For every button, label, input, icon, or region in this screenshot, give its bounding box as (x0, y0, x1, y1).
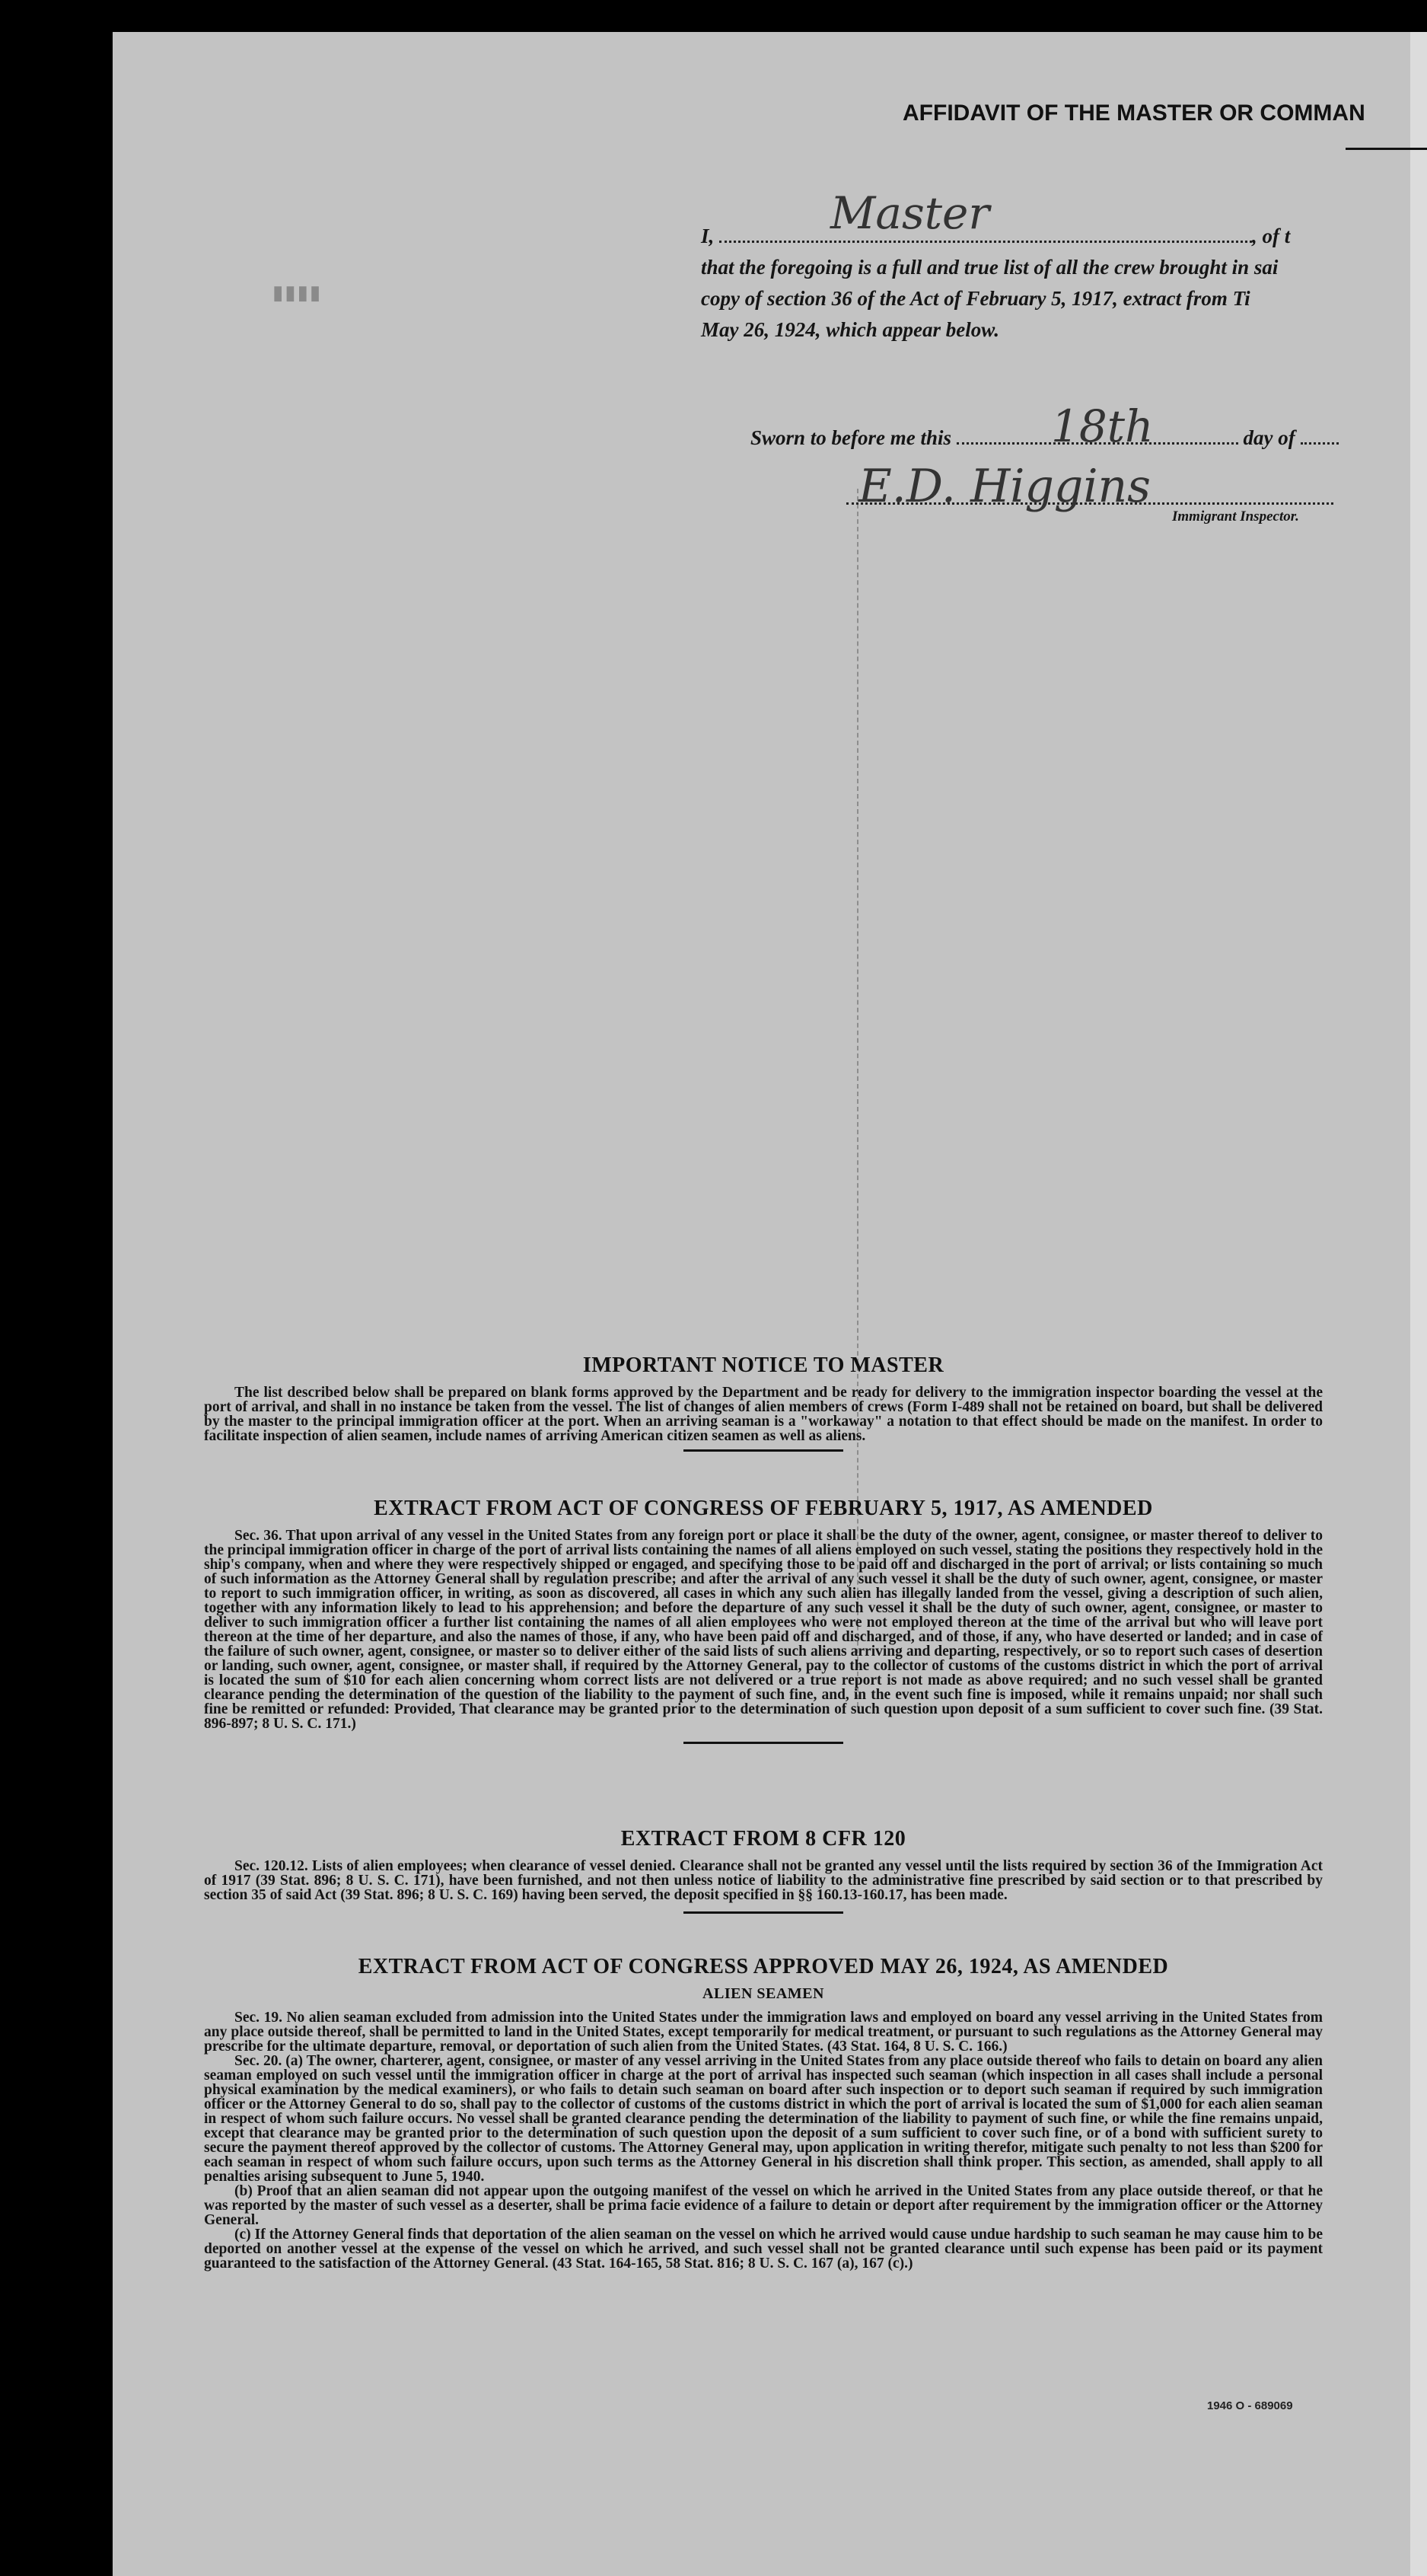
extract-1917-divider (683, 1742, 843, 1744)
extract-1917 (204, 1497, 1323, 1744)
handwritten-master: Master (830, 187, 990, 239)
print-number: 1946 O - 689069 (1207, 2399, 1293, 2412)
affidavit-line-4: May 26, 1924, which appear below. (701, 318, 1000, 341)
extract-cfr-divider (683, 1911, 843, 1914)
extract-cfr-title: EXTRACT FROM 8 CFR 120 (620, 1827, 906, 1851)
extract-cfr-body: Sec. 120.12. Lists of alien employees; when clearance of vessel denied. Clearance shall not be granted any vessel until the lists required by section 36 of the Immigration Act of 1917 (39 Stat. 896; 8 U. S. C. 171), have been furnished, and not then unless notice of liability to the administrative fine prescribed by said section or to that prescribed by section 35 of said Act (39 Stat. 896; 8 U. S. C. 169) having been served, the deposit specified in §§ 160.13-160.17, has been made. (204, 1858, 1323, 1903)
section-20b: (b) Proof that an alien seaman did not appear upon the outgoing manifest of the vessel on which he arrived in the United States from any place outside thereof, or that he was reported by the master of such vessel as a deserter, shall be prima facie evidence of a failure to detain or deport after requirement by the immigration officer or the Attorney General. (204, 2183, 1323, 2228)
affidavit-line1-suffix: , of t (1252, 225, 1291, 247)
handwritten-day: 18th (1051, 400, 1154, 452)
sworn-prefix: Sworn to before me this (750, 426, 952, 449)
master-blank (719, 241, 1252, 243)
extract-cfr (204, 1827, 1323, 1914)
faded-stamp-mark: ▮▮▮▮ (272, 282, 323, 304)
affidavit-line-3: copy of section 36 of the Act of February 5, 1917, extract from Ti (701, 287, 1250, 310)
sworn-day-of: day of (1243, 426, 1295, 449)
affidavit-line-2: that the foregoing is a full and true list of all the crew brought in sai (701, 256, 1279, 279)
notice-title: IMPORTANT NOTICE TO MASTER (582, 1353, 944, 1377)
sworn-month-blank (1301, 442, 1339, 445)
paper-edge (1410, 32, 1427, 2576)
important-notice (204, 1353, 1323, 1452)
affidavit-prefix: I, (701, 225, 715, 247)
inspector-signature: E.D. Higgins (858, 460, 1151, 513)
sworn-line (750, 400, 1427, 452)
extract-1924 (204, 1955, 1323, 2271)
extract-1917-body: Sec. 36. That upon arrival of any vessel in the United States from any foreign port or place it shall be the duty of the owner, agent, consignee, or master thereof to deliver to the principal immigration officer in charge of the port of arrival lists containing the names of all aliens employed on such vessel, stating the positions they respectively hold in the ship's company, when and where they were respectively shipped or engaged, and specifying those to be paid off and discharged in the port of arrival; or lists containing so much of such information as the Attorney General shall by regulation prescribe; and after the arrival of any such vessel it shall be the duty of such owner, agent, consignee, or master to report to such immigration officer, in writing, as soon as discovered, all cases in which any such alien has illegally landed from the vessel, giving a description of such alien, together with any information likely to lead to his apprehension; and before the departure of any such vessel it shall be the duty of such owner, agent, consignee, or master to deliver to such immigration officer a further list containing the names of all alien employees who were not employed thereon at the time of the arrival but who will leave port thereon at the time of her departure, and also the names of those, if any, who have been paid off and discharged, and of those, if any, who have deserted or landed; and in case of the failure of such owner, agent, consignee, or master so to deliver either of the said lists of such aliens arriving and departing, respectively, or so to report such cases of desertion or landing, such owner, agent, consignee, or master shall, if required by the Attorney General, pay to the collector of customs of the customs district in which the port of arrival is located the sum of $10 for each alien concerning whom correct lists are not delivered or a true report is not made as above required; and no such vessel shall be granted clearance pending the determination of the question of the liability to the payment of such fine, and, in the event such fine is imposed, while it remains unpaid; nor shall such fine be remitted or refunded: Provided, That clearance may be granted prior to the determination of such question upon deposit of a sum sufficient to cover such fine. (39 Stat. 896-897; 8 U. S. C. 171.) (204, 1528, 1323, 1732)
notice-body: The list described below shall be prepared on blank forms approved by the Department and be ready for delivery to the immigration inspector boarding the vessel at the port of arrival, and shall in no instance be taken from the vessel. The list of changes of alien members of crews (Form I-489 shall not be retained on board, but shall be delivered by the master to the principal immigration officer at the port. When an arriving seaman is a "workaway" a notation to that effect should be made on the manifest. In order to facilitate inspection of alien seamen, include names of arriving American citizen seamen as well as aliens. (204, 1385, 1323, 1444)
affidavit-heading: AFFIDAVIT OF THE MASTER OR COMMAN (903, 100, 1365, 126)
section-19: Sec. 19. No alien seaman excluded from admission into the United States under the immigration laws and employed on board any vessel arriving in the United States from any place outside thereof, shall be permitted to land in the United States, except temporarily for medical treatment, or pursuant to such regulations as the Attorney General may prescribe for the ultimate departure, removal, or deportation of such alien from the United States. (43 Stat. 164, 8 U. S. C. 166.) (204, 2010, 1323, 2055)
extract-1924-title: EXTRACT FROM ACT OF CONGRESS APPROVED MAY 26, 1924, AS AMENDED (358, 1955, 1169, 1978)
affidavit-text (701, 187, 1427, 346)
affidavit-line-1 (701, 187, 1427, 252)
inspector-label: Immigrant Inspector. (1172, 509, 1299, 524)
notice-divider (683, 1449, 843, 1452)
document-sheet (113, 32, 1427, 2576)
heading-rule (1346, 148, 1427, 150)
extract-1924-subtitle: ALIEN SEAMEN (702, 1985, 824, 2002)
section-20c: (c) If the Attorney General finds that deportation of the alien seaman on the vessel on which he arrived would cause undue hardship to such seaman he may cause him to be deported on another vessel at the expense of the vessel on which he arrived, and such vessel shall not be granted clearance until such expense has been paid or its payment guaranteed to the satisfaction of the Attorney General. (43 Stat. 164-165, 58 Stat. 816; 8 U. S. C. 167 (a), 167 (c).) (204, 2227, 1323, 2272)
extract-1917-title: EXTRACT FROM ACT OF CONGRESS OF FEBRUARY 5, 1917, AS AMENDED (374, 1497, 1153, 1520)
section-20a: Sec. 20. (a) The owner, charterer, agent, consignee, or master of any vessel arriving in the United States from any place outside thereof who fails to detain on board any alien seaman employed on such vessel until the immigration officer in charge at the port of arrival has inspected such seaman (which inspection in all cases shall include a personal physical examination by the medical examiners), or who fails to detain such seaman on board after such inspection or to deport such seaman if required by such immigration officer or the Attorney General to do so, shall pay to the collector of customs of the customs district in which the port of arrival is located the sum of $1,000 for each alien seaman in respect of whom such failure occurs. No vessel shall be granted clearance pending the determination of the liability to payment of such fine, or while the fine remains unpaid, except that clearance may be granted prior to the determination of such question upon the deposit of a sum sufficient to cover such fine, or of a bond with sufficient surety to secure the payment thereof approved by the collector of customs. The Attorney General may, upon application in writing therefor, mitigate such penalty to not less than $200 for each seaman in respect of whom such failure occurs, upon such terms as the Attorney General in his discretion shall think proper. This section, as amended, shall apply to all penalties arising subsequent to June 5, 1940. (204, 2053, 1323, 2185)
